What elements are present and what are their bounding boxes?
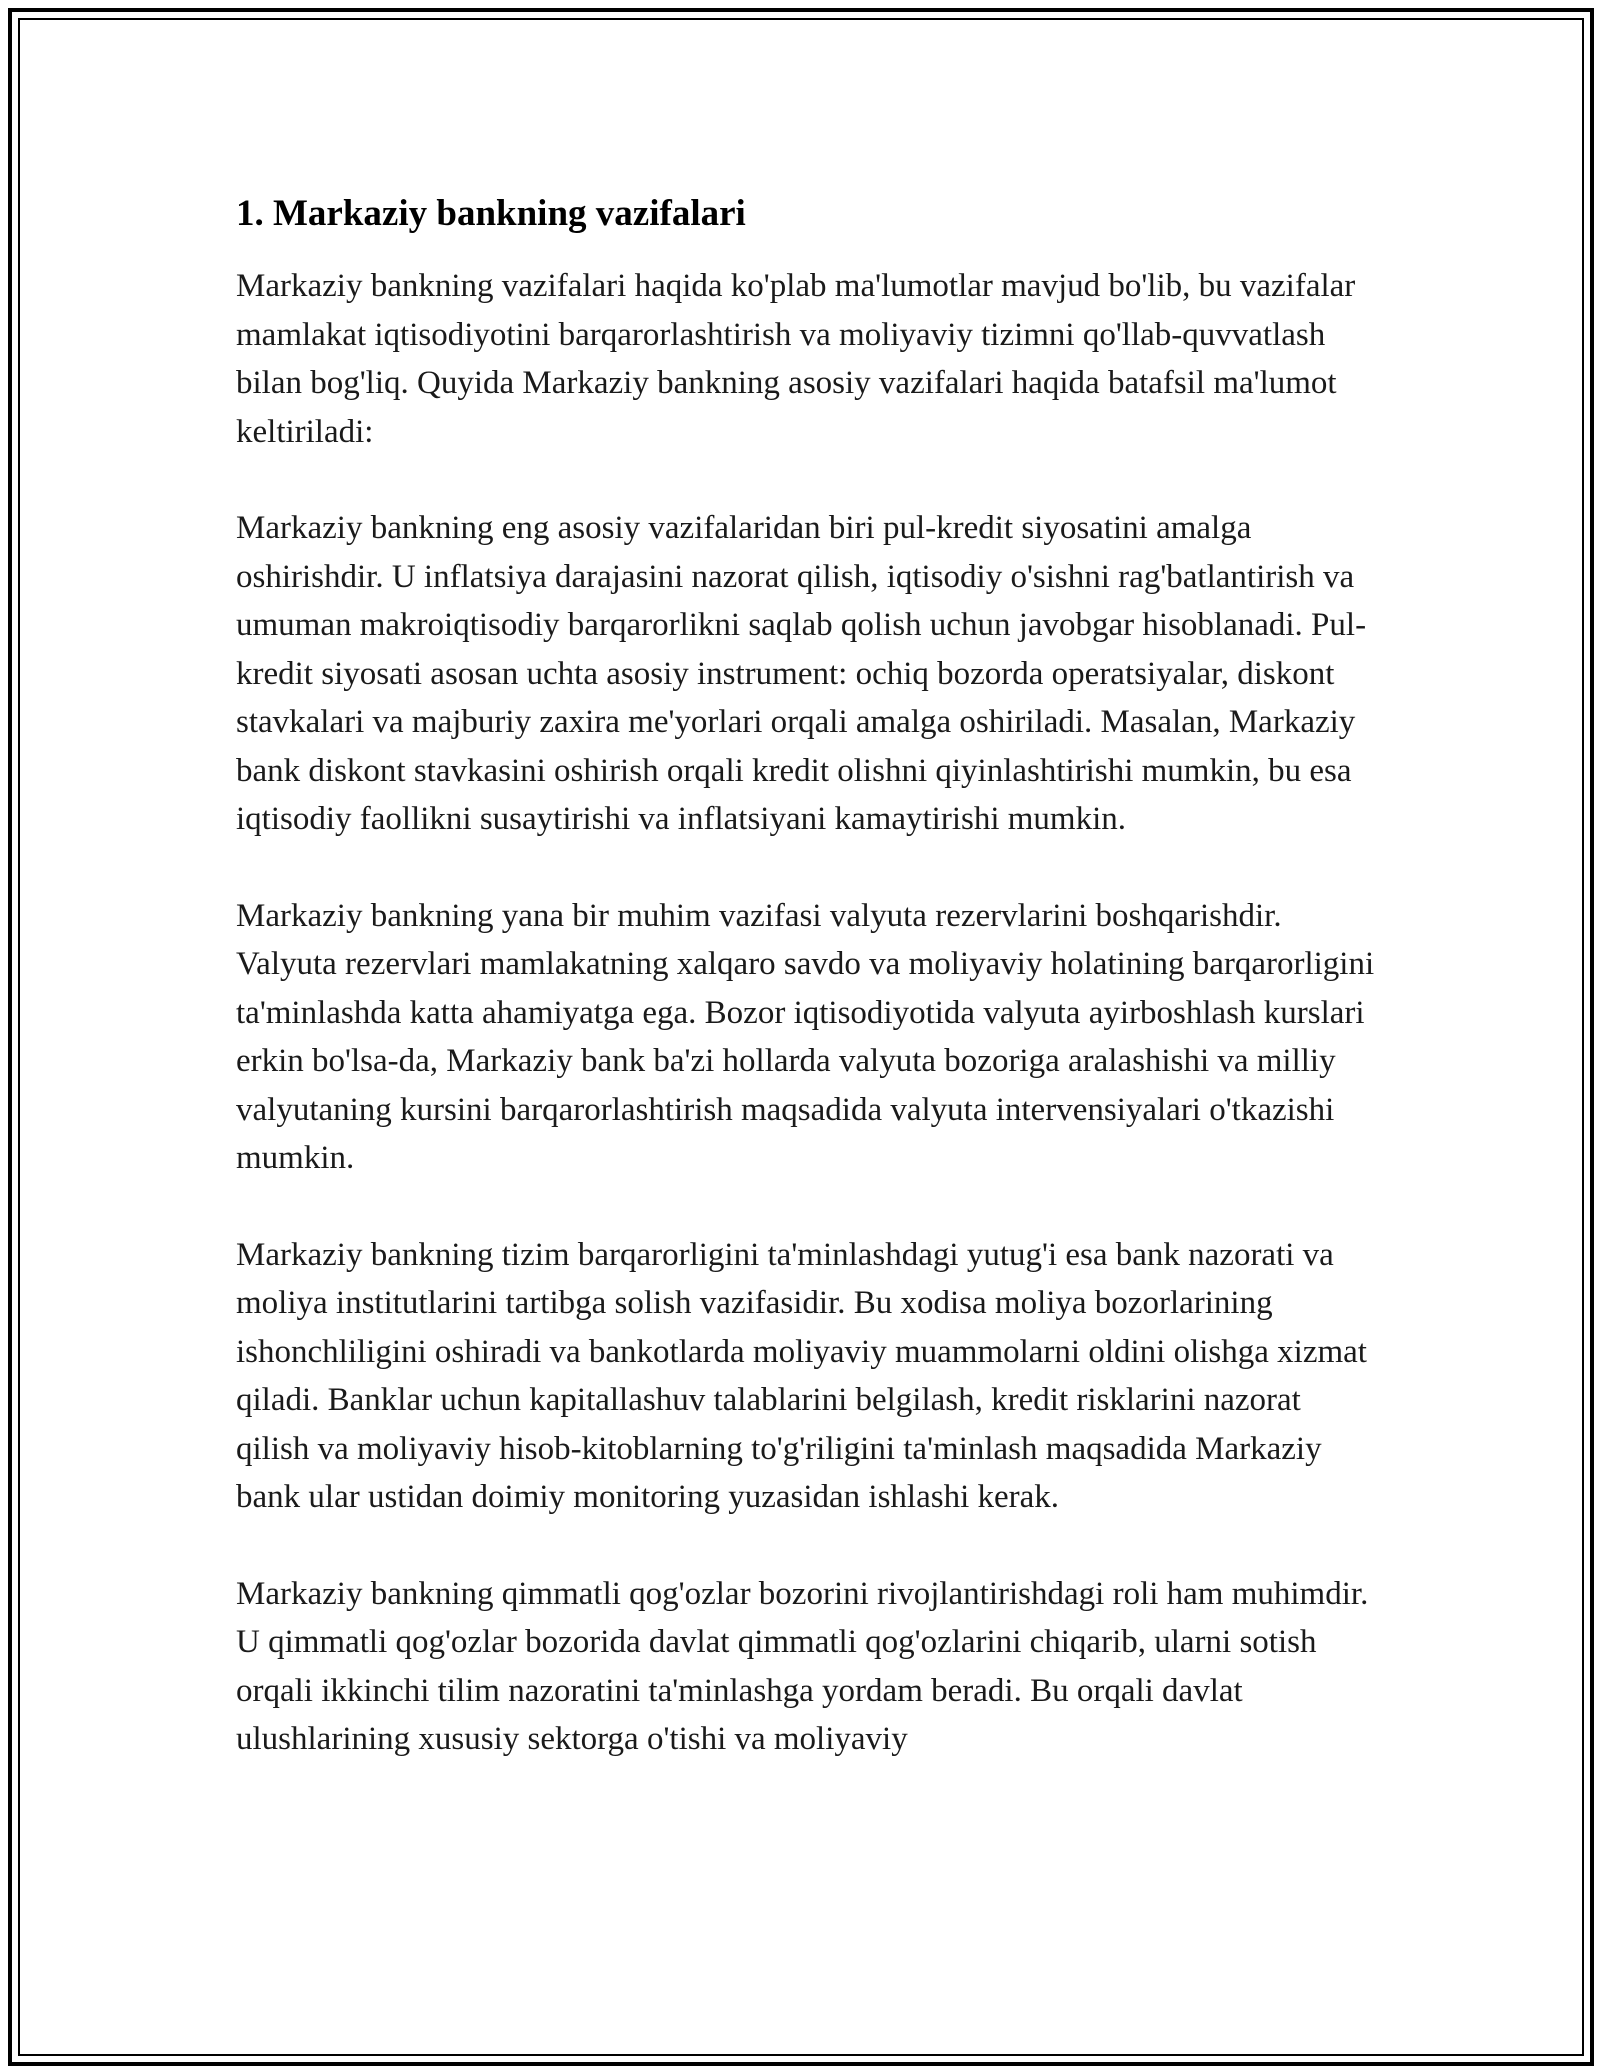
paragraph-bank-supervision: Markaziy bankning tizim barqarorligini ta'minlashdagi yutug'i esa bank nazorati va moliya institutlarini tartibga solish vazifasidir. Bu xodisa moliya bozorlarining ishonchliligini oshiradi va bankotlarda moliyaviy muammolarni oldini olishga xizmat qiladi. Banklar uchun kapitallashuv talablarini belgilash, kredit risklarini nazorat qilish va moliyaviy hisob-kitoblarning to'g'riligini ta'minlash maqsadida Markaziy bank ular ustidan doimiy monitoring yuzasidan ishlashi kerak.	[236, 1236, 1367, 1515]
paragraph-currency-reserves: Markaziy bankning yana bir muhim vazifasi valyuta rezervlarini boshqarishdir. Valyuta rezervlari mamlakatning xalqaro savdo va moliyaviy holatining barqarorligini ta'minlashda katta ahamiyatga ega. Bozor iqtisodiyotida valyuta ayirboshlash kurslari erkin bo'lsa-da, Markaziy bank ba'zi hollarda valyuta bozoriga aralashishi va milliy valyutaning kursini barqarorlashtirish maqsadida valyuta intervensiyalari o'tkazishi mumkin.	[236, 897, 1375, 1176]
paragraph-intro: Markaziy bankning vazifalari haqida ko'plab ma'lumotlar mavjud bo'lib, bu vazifalar mamlakat iqtisodiyotini barqarorlashtirish va moliyaviy tizimni qo'llab-quvvatlash bilan bog'liq. Quyida Markaziy bankning asosiy vazifalari haqida batafsil ma'lumot keltiriladi:	[236, 268, 1356, 450]
paragraph-monetary-policy: Markaziy bankning eng asosiy vazifalaridan biri pul-kredit siyosatini amalga oshirishdir. U inflatsiya darajasini nazorat qilish, iqtisodiy o'sishni rag'batlantirish va umuman makroiqtisodiy barqarorlikni saqlab qolish uchun javobgar hisoblanadi. Pul-kredit siyosati asosan uchta asosiy instrument: ochiq bozorda operatsiyalar, diskont stavkalari va majburiy zaxira me'yorlari orqali amalga oshiriladi. Masalan, Markaziy bank diskont stavkasini oshirish orqali kredit olishni qiyinlashtirishi mumkin, bu esa iqtisodiy faollikni susaytirishi va inflatsiyani kamaytirishi mumkin.	[236, 510, 1367, 837]
paragraph-securities-market: Markaziy bankning qimmatli qog'ozlar bozorini rivojlantirishdagi roli ham muhimdir. U qimmatli qog'ozlar bozorida davlat qimmatli qog'ozlarini chiqarib, ularni sotish orqali ikkinchi tilim nazoratini ta'minlashga yordam beradi. Bu orqali davlat ulushlarining xususiy sektorga o'tishi va moliyaviy	[236, 1575, 1369, 1757]
section-heading: 1. Markaziy bankning vazifalari	[236, 193, 746, 234]
document-body	[236, 186, 1376, 1764]
